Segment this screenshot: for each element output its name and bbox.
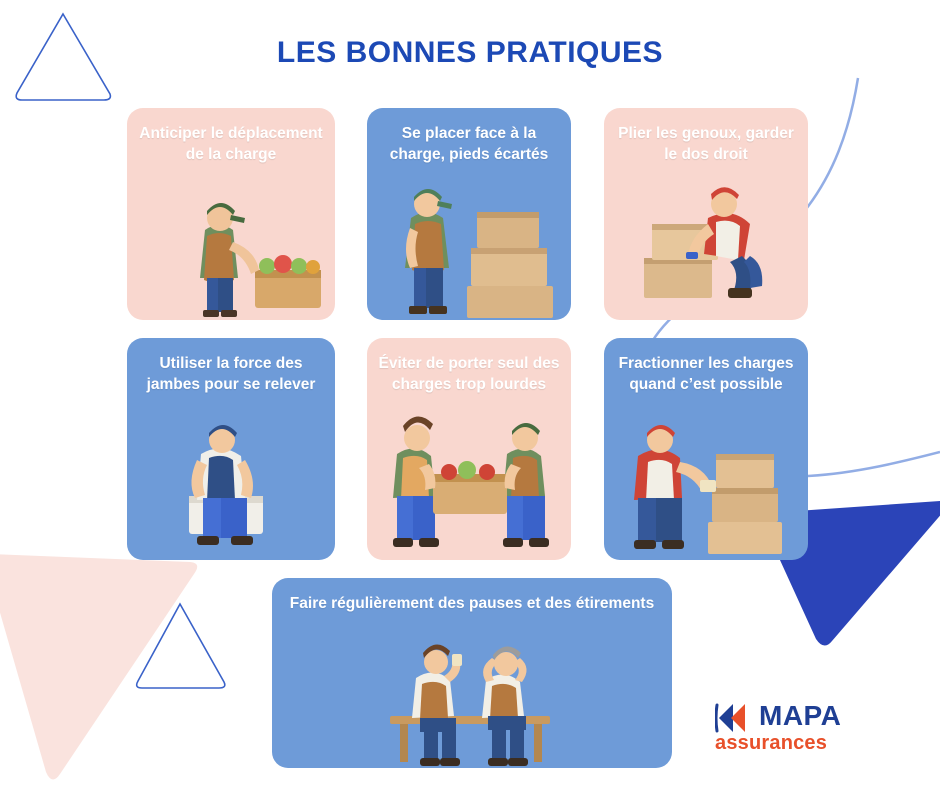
illustration-two-workers-carrying-crate-together	[367, 400, 571, 560]
practice-card-plier-genoux	[604, 108, 808, 320]
logo-name: MAPA	[759, 700, 842, 731]
practice-card-pauses	[272, 578, 672, 768]
practice-card-se-placer	[367, 108, 571, 320]
illustration-worker-bending-knees-over-boxes	[604, 160, 808, 320]
decorative-triangle-outline-bottom	[130, 598, 230, 694]
practice-card-eviter-porter-seul	[367, 338, 571, 560]
practice-card-caption: Fractionner les charges quand c’est possible	[618, 355, 794, 393]
mapa-logo	[715, 700, 875, 762]
illustration-worker-with-crate-of-vegetables	[127, 170, 335, 320]
practice-card-fractionner	[604, 338, 808, 560]
mapa-chevron-mark-icon	[715, 702, 753, 734]
illustration-worker-standing-before-stacked-boxes	[367, 160, 571, 320]
practice-card-caption: Se placer face à la charge, pieds écartés	[389, 125, 549, 163]
logo-tagline: assurances	[715, 732, 828, 754]
illustration-two-workers-taking-a-break-and-stretching	[272, 638, 672, 768]
decorative-pink-triangle	[0, 548, 200, 783]
practice-card-caption: Éviter de porter seul des charges trop lourdes	[378, 355, 560, 393]
illustration-worker-splitting-load-of-boxes	[604, 400, 808, 560]
page-title: LES BONNES PRATIQUES	[276, 36, 664, 69]
illustration-worker-lifting-crate-with-legs	[127, 410, 335, 560]
practice-card-caption: Utiliser la force des jambes pour se relever	[146, 355, 316, 393]
practice-card-caption: Anticiper le déplacement de la charge	[139, 125, 323, 163]
practice-card-caption: Plier les genoux, garder le dos droit	[618, 125, 794, 163]
practice-card-force-jambes	[127, 338, 335, 560]
practice-card-anticiper	[127, 108, 335, 320]
practice-card-caption: Faire régulièrement des pauses et des étirements	[289, 595, 655, 612]
